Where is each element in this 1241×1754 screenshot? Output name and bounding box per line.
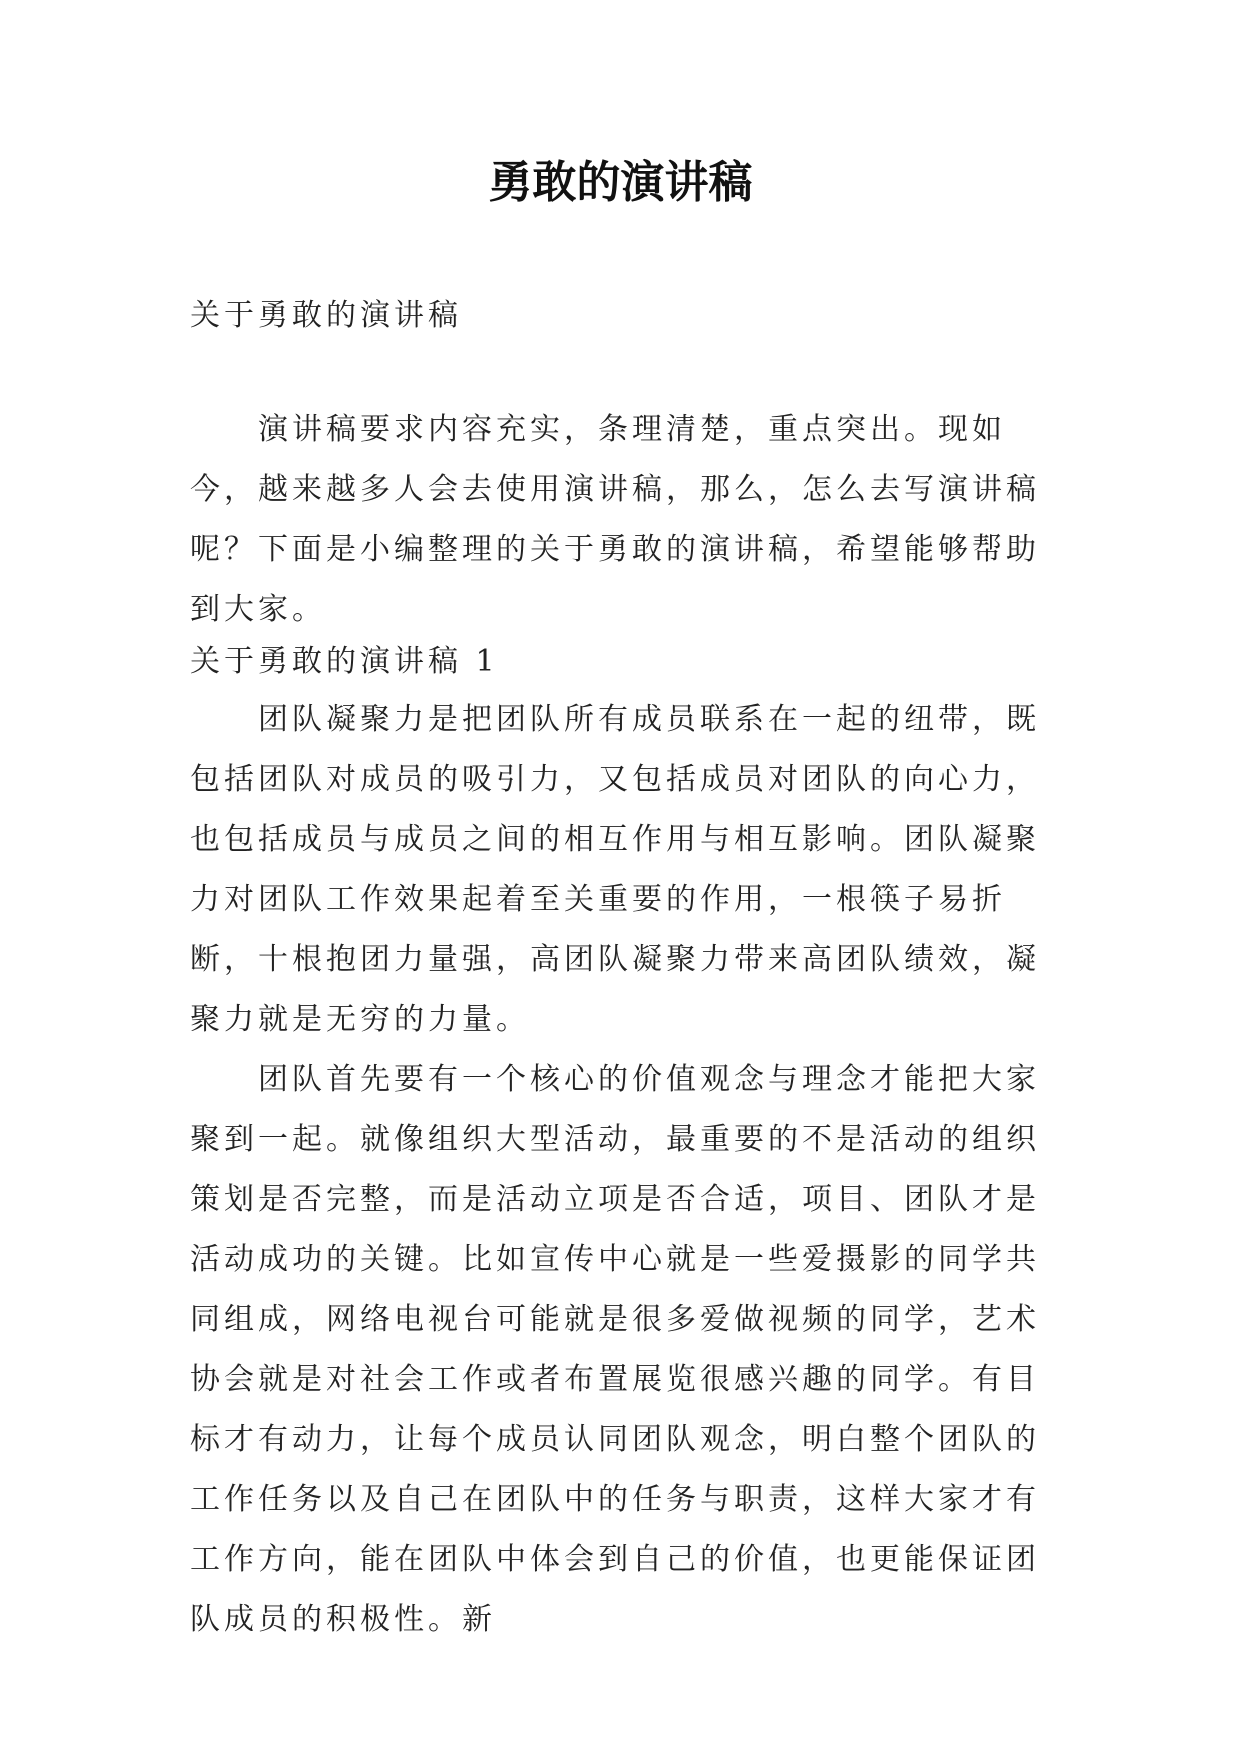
section-body (190, 690, 1070, 1650)
subtitle: 关于勇敢的演讲稿 (190, 298, 462, 333)
document-title: 勇敢的演讲稿 (488, 157, 753, 208)
section-title: 关于勇敢的演讲稿 1 (190, 644, 499, 679)
body-paragraph: 团队首先要有一个核心的价值观念与理念才能把大家聚到一起。就像组织大型活动，最重要的不是活动的组织策划是否完整，而是活动立项是否合适，项目、团队才是活动成功的关键。比如宣传中心就是一些爱摄影的同学共同组成，网络电视台可能就是很多爱做视频的同学，艺术协会就是对社会工作或者布置展览很感兴趣的同学。有目标才有动力，让每个成员认同团队观念，明白整个团队的工作任务以及自己在团队中的任务与职责，这样大家才有工作方向，能在团队中体会到自己的价值，也更能保证团队成员的积极性。新 (190, 1062, 1040, 1637)
body-paragraph: 团队凝聚力是把团队所有成员联系在一起的纽带，既包括团队对成员的吸引力，又包括成员对团队的向心力，也包括成员与成员之间的相互作用与相互影响。团队凝聚力对团队工作效果起着至关重要的作用，一根筷子易折断，十根抱团力量强，高团队凝聚力带来高团队绩效，凝聚力就是无穷的力量。 (190, 702, 1040, 1037)
intro-paragraph: 演讲稿要求内容充实，条理清楚，重点突出。现如今，越来越多人会去使用演讲稿，那么，怎么去写演讲稿呢？下面是小编整理的关于勇敢的演讲稿，希望能够帮助到大家。 (190, 412, 1040, 627)
